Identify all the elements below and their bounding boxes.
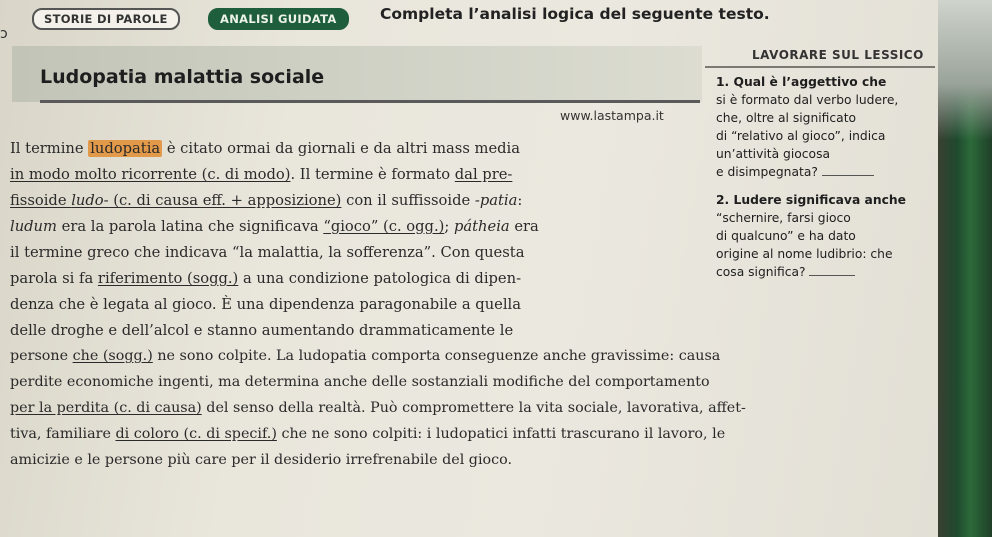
question-1-line: si è formato dal verbo ludere, xyxy=(716,93,899,107)
body-line: ludum era la parola latina che significava “gioco” (c. ogg.); pátheia era xyxy=(10,218,539,235)
answer-blank-2[interactable] xyxy=(809,265,855,276)
body-line: parola si fa riferimento (sogg.) a una condizione patologica di dipen- xyxy=(10,270,522,287)
question-2-line: “schernire, farsi gioco xyxy=(716,211,851,225)
exercise-instruction: Completa l’analisi logica del seguente testo. xyxy=(380,5,770,23)
question-2-line: 2. Ludere significava anche xyxy=(716,193,906,207)
question-1-line: e disimpegnata? xyxy=(716,165,874,179)
analysis-annotation: di coloro (c. di specif.) xyxy=(115,426,277,442)
question-2-line: di qualcuno” e ha dato xyxy=(716,229,856,243)
body-line: per la perdita (c. di causa) del senso della realtà. Può compromettere la vita sociale, lavorativa, affet- xyxy=(10,400,746,416)
body-line: perdite economiche ingenti, ma determina anche delle sostanziali modifiche del comportamento xyxy=(10,374,710,390)
body-line: amicizie e le persone più care per il desiderio irrefrenabile del gioco. xyxy=(10,452,513,468)
question-2-line: origine al nome ludibrio: che xyxy=(716,247,893,261)
question-1-line: che, oltre al significato xyxy=(716,111,857,125)
question-2-line: cosa significa? xyxy=(716,265,855,279)
analysis-annotation: (c. di causa eff. + apposizione) xyxy=(108,192,342,209)
section-tag-analysis: ANALISI GUIDATA xyxy=(208,8,349,30)
title-rule xyxy=(40,100,700,103)
corner-mark-icon: ↄ xyxy=(0,26,8,42)
analysis-annotation: in modo molto ricorrente (c. di modo) xyxy=(10,166,291,183)
body-line: fissoide ludo- (c. di causa eff. + apposizione) con il suffissoide -patia: xyxy=(10,192,523,209)
body-line: tiva, familiare di coloro (c. di specif.) che ne sono colpiti: i ludopatici infatti trascurano il lavoro, le xyxy=(10,426,726,442)
body-line: persone che (sogg.) ne sono colpite. La ludopatia comporta conseguenze anche gravissime: causa xyxy=(10,348,721,364)
analysis-annotation: per la perdita (c. di causa) xyxy=(10,400,202,416)
analysis-annotation: che (sogg.) xyxy=(72,348,153,364)
sidebar-rule xyxy=(705,66,935,68)
binder-top-glare xyxy=(938,0,992,140)
section-tag-stories: STORIE DI PAROLE xyxy=(32,8,180,30)
body-line: il termine greco che indicava “la malattia, la sofferenza”. Con questa xyxy=(10,244,525,261)
body-line: Il termine ludopatia è citato ormai da giornali e da altri mass media xyxy=(10,140,520,157)
analysis-annotation: riferimento (sogg.) xyxy=(97,270,239,287)
question-1-line: un’attività giocosa xyxy=(716,147,831,161)
article-source: www.lastampa.it xyxy=(560,108,664,123)
question-1-line: di “relativo al gioco”, indica xyxy=(716,129,886,143)
body-line: delle droghe e dell’alcol e stanno aumentando drammaticamente le xyxy=(10,322,514,339)
body-line: denza che è legata al gioco. È una dipendenza paragonabile a quella xyxy=(10,296,521,313)
answer-blank-1[interactable] xyxy=(822,165,874,176)
article-title: Ludopatia malattia sociale xyxy=(40,66,325,88)
question-1-line: 1. Qual è l’aggettivo che xyxy=(716,75,887,89)
body-line: in modo molto ricorrente (c. di modo). Il termine è formato dal pre- xyxy=(10,166,513,183)
highlighted-word: ludopatia xyxy=(90,140,161,157)
sidebar-title: LAVORARE SUL LESSICO xyxy=(752,48,924,62)
analysis-annotation: “gioco” (c. ogg.) xyxy=(323,218,445,235)
